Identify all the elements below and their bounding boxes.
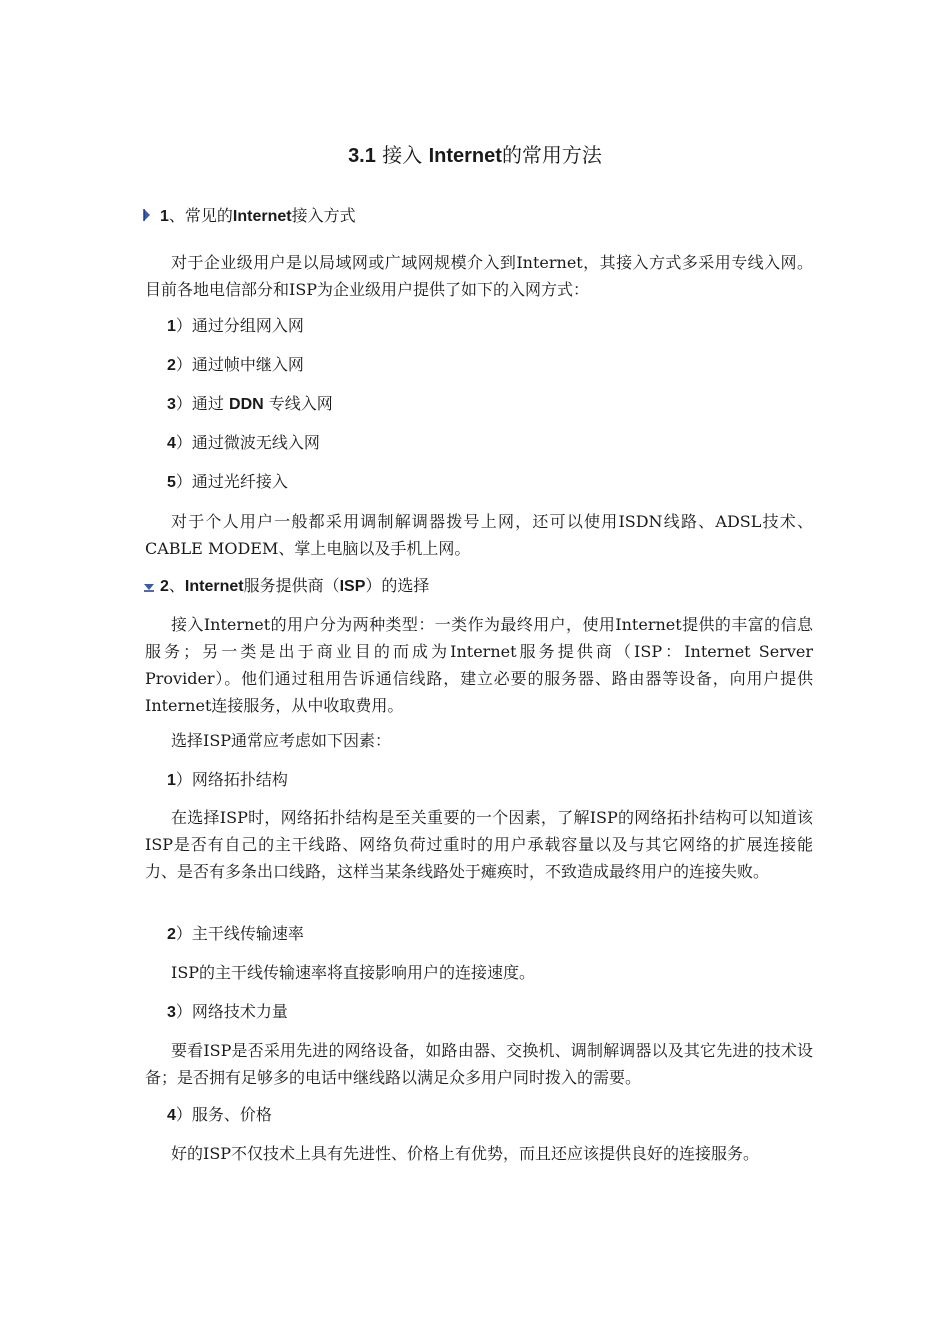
item-text: ）通过微波无线入网	[175, 433, 320, 452]
section1-personal: 对于个人用户一般都采用调制解调器拨号上网，还可以使用ISDN线路、ADSL技术、CABLE MODEM、掌上电脑以及手机上网。	[145, 512, 813, 558]
section2-post: ）的选择	[365, 576, 430, 595]
factor-heading	[167, 1104, 272, 1127]
item-number: 5	[167, 474, 176, 491]
factor-body: 好的ISP不仅技术上具有先进性、价格上有优势，而且还应该提供良好的连接服务。	[171, 1144, 760, 1163]
factor-label: ）服务、价格	[175, 1105, 272, 1124]
section1-pre: 、常见的	[168, 206, 233, 225]
section2-heading[interactable]	[143, 575, 429, 598]
section1-intro: 对于企业级用户是以局域网或广域网规模介入到Internet，其接入方式多采用专线入网。目前各地电信部分和ISP为企业级用户提供了如下的入网方式：	[145, 253, 813, 299]
list-item	[167, 471, 288, 494]
item-number: 4	[167, 435, 176, 452]
title-post: 的常用方法	[501, 143, 602, 167]
factor-body: 要看ISP是否采用先进的网络设备，如路由器、交换机、调制解调器以及其它先进的技术设备；是否拥有足够多的电话中继线路以满足众多用户同时拨入的需要。	[145, 1041, 813, 1087]
item-text: ）通过	[175, 394, 224, 413]
list-item	[167, 354, 304, 377]
item-text: ）通过光纤接入	[175, 472, 288, 491]
factor-heading	[167, 769, 288, 792]
factor-number: 2	[167, 926, 176, 943]
section1-bold: Internet	[232, 208, 292, 225]
section2-bold: Internet	[184, 578, 244, 595]
factors-intro: 选择ISP通常应考虑如下因素：	[171, 731, 392, 750]
item-number: 2	[167, 357, 176, 374]
section2-bold2: ISP	[339, 578, 366, 595]
item-text: ）通过分组网入网	[175, 316, 304, 335]
section1-post: 接入方式	[291, 206, 356, 225]
factor-number: 3	[167, 1004, 176, 1021]
item-bold: DDN	[229, 396, 264, 413]
page-title	[0, 142, 950, 169]
list-item	[167, 432, 320, 455]
section2-mid: 服务提供商（	[243, 576, 340, 595]
title-pre: 接入	[382, 143, 423, 167]
item-text2: 专线入网	[268, 394, 333, 413]
section2-sep: 、	[168, 576, 185, 595]
item-number: 1	[167, 318, 176, 335]
item-text: ）通过帧中继入网	[175, 355, 304, 374]
section2-number: 2	[160, 578, 169, 595]
factor-label: ）主干线传输速率	[175, 924, 304, 943]
factor-heading	[167, 923, 304, 946]
expand-arrow-icon[interactable]	[143, 206, 153, 228]
factor-heading	[167, 1001, 288, 1024]
title-bold: Internet	[428, 145, 502, 167]
list-item	[167, 393, 333, 416]
factor-label: ）网络拓扑结构	[175, 770, 288, 789]
factor-body: ISP的主干线传输速率将直接影响用户的连接速度。	[171, 963, 536, 982]
factor-number: 1	[167, 772, 176, 789]
section1-heading[interactable]	[143, 205, 356, 228]
title-number: 3.1	[348, 145, 376, 167]
factor-label: ）网络技术力量	[175, 1002, 288, 1021]
section2-intro: 接入Internet的用户分为两种类型：一类作为最终用户，使用Internet提供的丰富的信息服务；另一类是出于商业目的而成为Internet服务提供商（ISP：Internet Server Provider）。他们通过租用告诉通信线路，建立必要的服务器、路由器等设备，向用户提供Internet连接服务，从中收取费用。	[145, 615, 813, 715]
collapse-arrow-icon[interactable]	[143, 576, 153, 598]
factor-number: 4	[167, 1107, 176, 1124]
item-number: 3	[167, 396, 176, 413]
list-item	[167, 315, 304, 338]
factor-body: 在选择ISP时，网络拓扑结构是至关重要的一个因素，了解ISP的网络拓扑结构可以知道该ISP是否有自己的主干线路、网络负荷过重时的用户承载容量以及与其它网络的扩展连接能力、是否有多条出口线路，这样当某条线路处于瘫痪时，不致造成最终用户的连接失败。	[145, 808, 813, 881]
section1-number: 1	[160, 208, 169, 225]
